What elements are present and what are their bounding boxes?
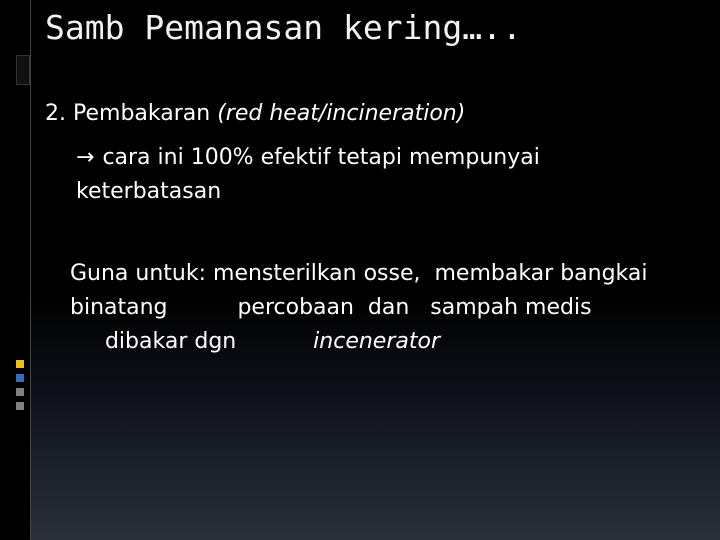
arrow-right-icon: →: [76, 145, 95, 170]
item-heading-text: Pembakaran: [73, 101, 211, 126]
deco-square-yellow: [16, 360, 24, 368]
slide-content: [30, 0, 720, 540]
arrow-paragraph: [76, 141, 676, 209]
arrow-paragraph-text: cara ini 100% efektif tetapi mempunyai keterbatasan: [76, 145, 540, 204]
usage-line-3-italic: incenerator: [313, 329, 440, 354]
slide-title: Samb Pemanasan kering…..: [45, 8, 522, 47]
usage-line-1: Guna untuk: mensterilkan osse, membakar bangkai: [70, 261, 648, 286]
deco-square-blue: [16, 374, 24, 382]
decorative-squares: [16, 360, 26, 416]
item-number: 2.: [45, 101, 66, 126]
left-accent-bar: [16, 55, 30, 85]
item-heading-italic: (red heat/incineration): [217, 101, 466, 126]
deco-square-gray: [16, 402, 24, 410]
deco-square-gray: [16, 388, 24, 396]
item-heading: [45, 97, 465, 131]
usage-line-2: binatang percobaan dan sampah medis: [70, 295, 592, 320]
usage-line-3-prefix: dibakar dgn: [70, 329, 314, 354]
usage-paragraph: [70, 257, 648, 359]
left-decoration-strip: [0, 0, 30, 540]
